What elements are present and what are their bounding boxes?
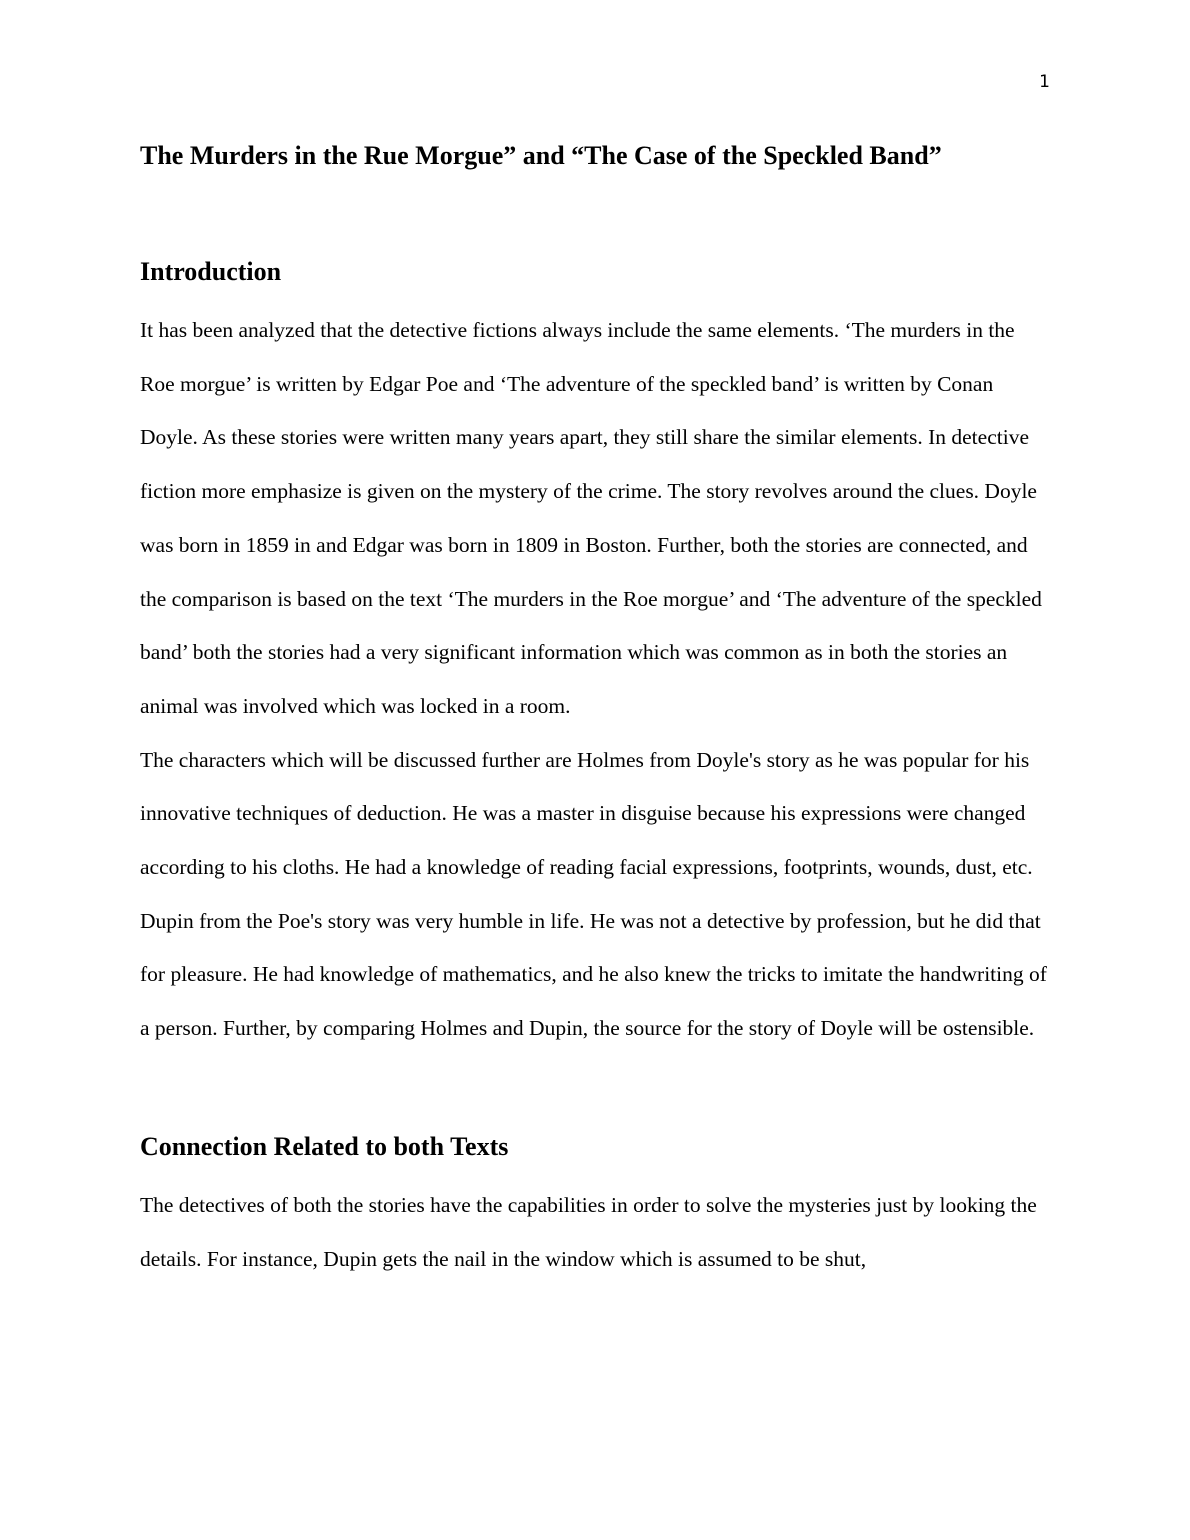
paragraph-connection-1: The detectives of both the stories have the capabilities in order to solve the mysteries just by looking the details. For instance, Dupin gets the nail in the window which is assumed to be shut, [140, 1192, 1037, 1271]
section-heading-introduction: Introduction [140, 257, 282, 286]
section-heading-connection: Connection Related to both Texts [140, 1131, 509, 1161]
document-body [140, 138, 1052, 1286]
document-title: The Murders in the Rue Morgue” and “The Case of the Speckled Band” [140, 141, 942, 170]
paragraph-introduction-2: The characters which will be discussed further are Holmes from Doyle's story as he was popular for his innovative techniques of deduction. He was a master in disguise because his expressions were changed according to his cloths. He had a knowledge of reading facial expressions, footprints, wounds, dust, etc. Dupin from the Poe's story was very humble in life. He was not a detective by profession, but he did that for pleasure. He had knowledge of mathematics, and he also knew the tricks to imitate the handwriting of a person. Further, by comparing Holmes and Dupin, the source for the story of Doyle will be ostensible. [140, 747, 1047, 1041]
page-number: 1 [1039, 72, 1050, 92]
paragraph-introduction-1: It has been analyzed that the detective fictions always include the same elements. ‘The murders in the Roe morgue’ is written by Edgar Poe and ‘The adventure of the speckled band’ is written by Conan Doyle. As these stories were written many years apart, they still share the similar elements. In detective fiction more emphasize is given on the mystery of the crime. The story revolves around the clues. Doyle was born in 1859 in and Edgar was born in 1809 in Boston. Further, both the stories are connected, and the comparison is based on the text ‘The murders in the Roe morgue’ and ‘The adventure of the speckled band’ both the stories had a very significant information which was common as in both the stories an animal was involved which was locked in a room. [140, 318, 1042, 718]
